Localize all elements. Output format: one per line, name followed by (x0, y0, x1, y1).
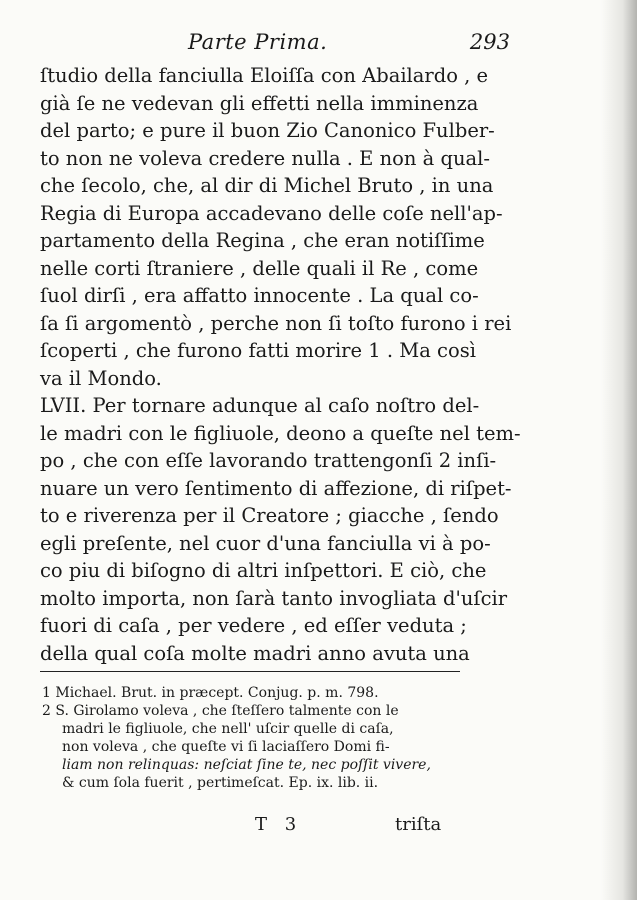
text-line: to e riverenza per il Creatore ; giacche , ſendo (40, 504, 499, 527)
text-line: to non ne voleva credere nulla . E non à qual- (40, 146, 490, 170)
page-edge-shadow (601, 0, 637, 900)
footnote-line: madri le figliuole, che nell' uſcir quelle di caſa, (62, 721, 394, 737)
body-text (40, 62, 521, 667)
text-line: ſtudio della fanciulla Eloiſſa con Abailardo , e (40, 64, 489, 87)
text-line: fuori di caſa , per vedere , ed eſſer veduta ; (40, 614, 467, 637)
footnotes (42, 684, 462, 792)
footnote-line: liam non relinquas: neſciat ſine te, nec poſſit vivere, (62, 757, 431, 773)
text-line: ſcoperti , che furono fatti morire 1 . Ma così (40, 339, 476, 362)
text-line: Regia di Europa accadevano delle coſe nell'ap- (40, 201, 503, 225)
signature-mark: T 3 (255, 814, 303, 835)
page-footer (40, 814, 460, 838)
text-line: le madri con le figliuole, deono a queſte nel tem- (40, 421, 521, 445)
catchword: triſta (395, 814, 442, 835)
text-line: già ſe ne vedevan gli effetti nella imminenza (40, 91, 479, 115)
running-title: Parte Prima. (188, 30, 328, 54)
text-line: della qual coſa molte madri anno avuta una (40, 641, 470, 665)
text-line: partamento della Regina , che eran notiſſime (40, 229, 485, 252)
text-line: co piu di biſogno di altri inſpettori. E ciò, che (40, 559, 487, 582)
footnote-line: & cum ſola fuerit , pertimeſcat. Ep. ix. lib. ii. (62, 775, 379, 791)
footnote-divider (40, 671, 460, 672)
text-line: che ſecolo, che, al dir di Michel Bruto , in una (40, 174, 494, 197)
text-line: va il Mondo. (40, 366, 162, 390)
text-line: nuare un vero ſentimento di affezione, di riſpet- (40, 476, 512, 500)
footnote-line: 1 Michael. Brut. in præcept. Conjug. p. m. 798. (42, 685, 379, 701)
paragraph-start-line: LVII. Per tornare adunque al caſo noſtro del- (40, 394, 480, 417)
text-line: nelle corti ſtraniere , delle quali il Re , come (40, 256, 479, 280)
page-number: 293 (469, 30, 510, 54)
text-line: po , che con eſſe lavorando trattengonſi 2 inſi- (40, 449, 497, 472)
text-line: egli preſente, nel cuor d'una fanciulla vi à po- (40, 531, 491, 555)
footnote-line: 2 S. Girolamo voleva , che ſteſſero talmente con le (42, 703, 399, 719)
footnote-line: non voleva , che queſte vi ſi laciaſſero Domi fi- (62, 739, 390, 755)
text-line: ſa ſi argomentò , perche non ſi toſto furono i rei (40, 311, 512, 335)
text-line: ſuol dirſi , era affatto innocente . La qual co- (40, 284, 479, 307)
page-header (40, 30, 510, 60)
text-line: del parto; e pure il buon Zio Canonico Fulber- (40, 119, 495, 142)
text-line: molto importa, non ſarà tanto invogliata d'uſcir (40, 586, 508, 610)
